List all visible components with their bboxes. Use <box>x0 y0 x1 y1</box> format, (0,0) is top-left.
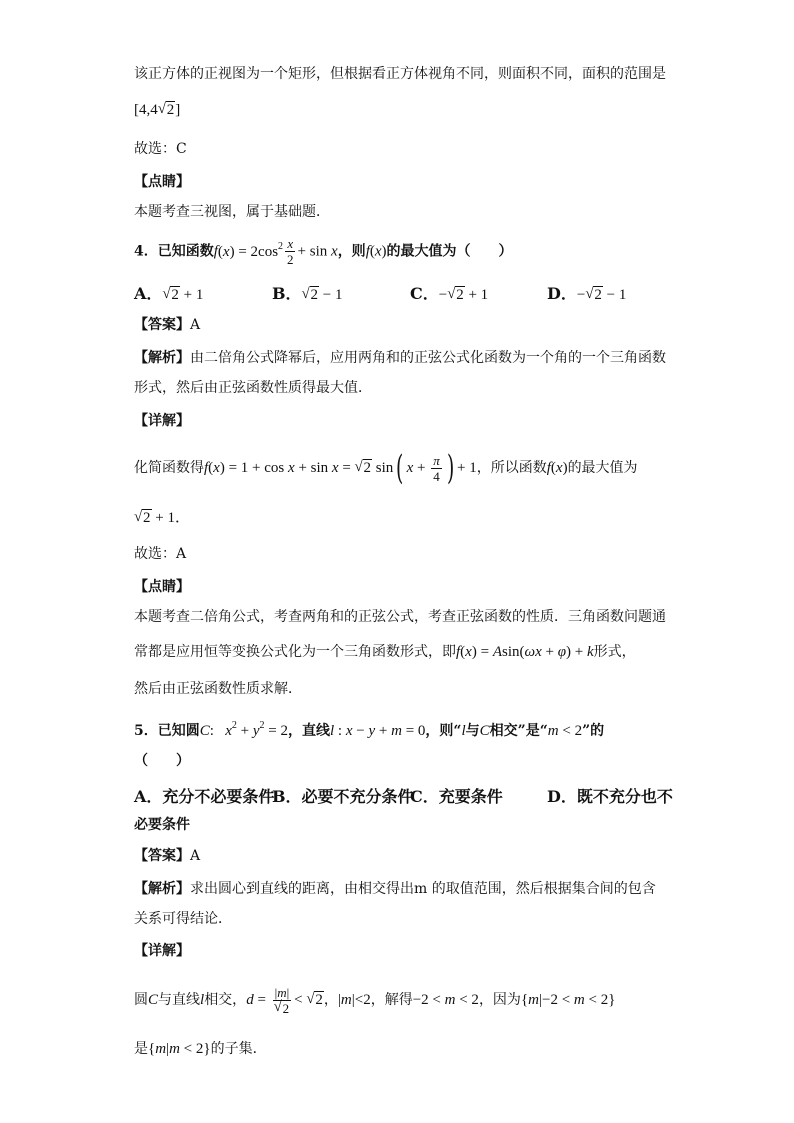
analysis-line-2: 关系可得结论． <box>134 911 232 927</box>
option-b[interactable]: B．必要不充分条件 <box>272 787 414 806</box>
detail-label: 【详解】 <box>134 413 190 429</box>
note-text-2: 常都是应用恒等变换公式化为一个三角函数形式，即f(x) = Asin(ωx + φ) + k形式， <box>134 644 636 660</box>
analysis-line: 【解析】求出圆心到直线的距离，由相交得出m 的取值范围，然后根据集合间的包含 <box>134 881 656 897</box>
option-d-wrap: 必要条件 <box>134 817 190 833</box>
detail-label: 【详解】 <box>134 943 190 959</box>
text-line: 该正方体的正视图为一个矩形，但根据看正方体视角不同，则面积不同，面积的范围是 <box>134 66 666 82</box>
option-b[interactable]: B． √ 2 − 1 <box>272 284 343 303</box>
answer-line: 【答案】A <box>134 848 201 864</box>
choice-line: 故选：C <box>134 141 187 157</box>
option-d[interactable]: D．既不充分也不 <box>547 787 673 806</box>
detail-conclusion: 是{m|m < 2}的子集． <box>134 1041 267 1057</box>
question-5-paren: （ ） <box>134 753 190 769</box>
detail-result: √ 2 + 1． <box>134 509 190 526</box>
answer-line: 【答案】A <box>134 317 201 333</box>
note-label: 【点睛】 <box>134 579 190 595</box>
analysis-line-2: 形式，然后由正弦函数性质得最大值． <box>134 380 372 396</box>
analysis-line: 【解析】由二倍角公式降幂后，应用两角和的正弦公式化函数为一个角的一个三角函数 <box>134 350 666 366</box>
option-a[interactable]: A．充分不必要条件 <box>134 787 275 806</box>
option-c[interactable]: C．充要条件 <box>410 787 503 806</box>
option-c[interactable]: C．− √ 2 + 1 <box>410 284 489 303</box>
detail-formula-line: 圆C与直线l相交，d = |m| √ 2 < √ 2，|m|<2，解得−2 < m < 2，因为{m|−2 < m < 2} <box>134 984 616 1016</box>
note-text: 本题考查二倍角公式，考查两角和的正弦公式，考查正弦函数的性质．三角函数问题通 <box>134 609 666 625</box>
detail-formula-line: 化简函数得f(x) = 1 + cos x + sin x = √ 2 sin( x + $\frac{\pi}{4}$ ) + 1，所以函数f(x)的最大值为 <box>134 448 638 488</box>
note-text: 本题考查三视图，属于基础题． <box>134 204 330 220</box>
choice-line: 故选：A <box>134 546 187 562</box>
question-4-stem: 4．已知函数$f(x) = 2\cos^2$ $\frac{x}{2}$ + sin x，则f(x)的最大值为（ ） <box>134 236 513 267</box>
note-text-3: 然后由正弦函数性质求解． <box>134 681 302 697</box>
question-5-stem: 5．已知圆C: $x^2 + y^2 = 2$，直线l : x − y + m = 0，则“l与C相交”是“m < 2”的 <box>134 720 605 739</box>
option-a[interactable]: A． √ 2 + 1 <box>134 284 204 303</box>
note-label: 【点睛】 <box>134 174 190 190</box>
range-expression: [4,4 √ 2] <box>134 101 181 118</box>
option-d[interactable]: D．− √ 2 − 1 <box>547 284 627 303</box>
